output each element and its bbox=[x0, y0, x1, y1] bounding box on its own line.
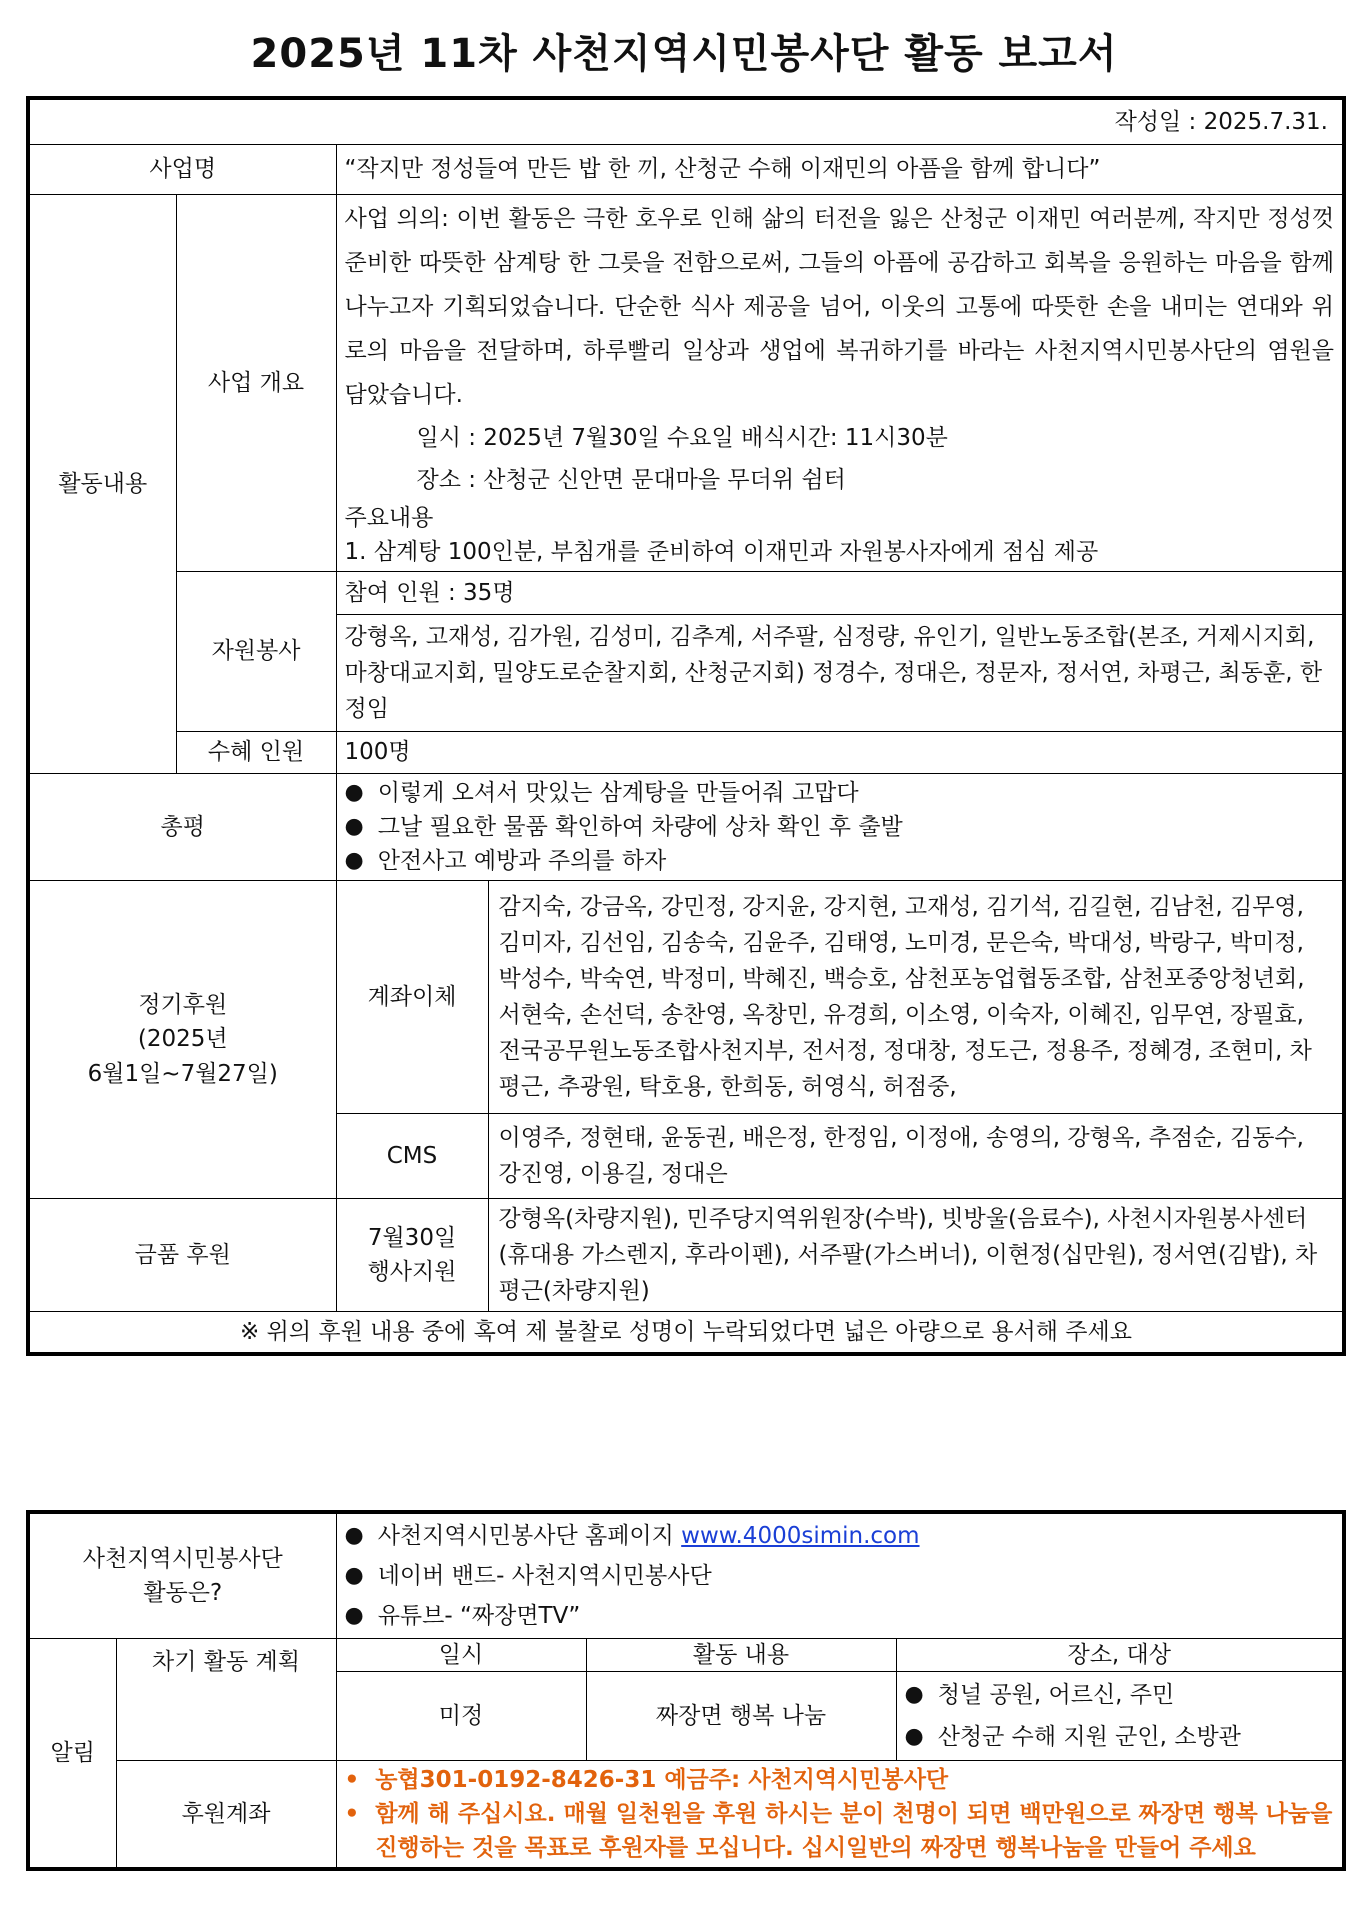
goods-support-text: 강형옥(차량지원), 민주당지역위원장(수박), 빗방울(음료수), 사천시자원봉사센터(휴대용 가스렌지, 후라이펜), 서주팔(가스버너), 이현정(십만원), 정서연(김밥), 차평근(차량지원) bbox=[488, 1199, 1344, 1312]
volunteer-label: 자원봉사 bbox=[176, 572, 336, 732]
bullet-icon: ● bbox=[344, 814, 364, 839]
event-datetime: 일시 : 2025년 7월30일 수요일 배식시간: 11시30분 bbox=[416, 425, 948, 451]
bullet-icon: ● bbox=[344, 780, 364, 805]
event-place: 장소 : 산청군 신안면 문대마을 무더위 쉼터 bbox=[416, 467, 846, 493]
next-date: 미정 bbox=[336, 1672, 586, 1761]
volunteer-names: 강형옥, 고재성, 김가원, 김성미, 김추계, 서주팔, 심정량, 유인기, 일반노동조합(본조, 거제시지회, 마창대교지회, 밀양도로순찰지회, 산청군지회) 정경수, 정대은, 정문자, 정서연, 차평근, 최동훈, 한정임 bbox=[344, 624, 1323, 722]
report-table bbox=[26, 96, 1346, 1356]
beneficiary-label: 수혜 인원 bbox=[176, 732, 336, 774]
review-item: ● 안전사고 예방과 주의를 하자 bbox=[345, 844, 1335, 878]
about-item: ● 사천지역시민봉사단 홈페이지 www.4000simin.com bbox=[345, 1516, 1335, 1556]
transfer-label: 계좌이체 bbox=[336, 881, 488, 1114]
apology-note: ※ 위의 후원 내용 중에 혹여 제 불찰로 성명이 누락되었다면 넓은 아량으로 용서해 주세요 bbox=[28, 1312, 1344, 1354]
bullet-icon: ● bbox=[344, 1563, 364, 1588]
col-date-header: 일시 bbox=[336, 1639, 586, 1672]
notice-table bbox=[26, 1510, 1346, 1871]
homepage-link[interactable]: www.4000simin.com bbox=[681, 1523, 920, 1549]
report-date: 작성일 : 2025.7.31. bbox=[28, 98, 1344, 145]
bullet-icon: ● bbox=[904, 1724, 924, 1749]
next-places bbox=[896, 1672, 1344, 1761]
bullet-icon: ● bbox=[904, 1682, 924, 1707]
account-label: 후원계좌 bbox=[116, 1761, 336, 1870]
volunteer-cell bbox=[336, 572, 1344, 732]
cms-label: CMS bbox=[336, 1114, 488, 1199]
about-item: ● 네이버 밴드- 사천지역시민봉사단 bbox=[345, 1556, 1335, 1596]
bullet-icon: • bbox=[344, 1767, 360, 1793]
place-item: ● 청널 공원, 어르신, 주민 bbox=[905, 1674, 1335, 1716]
review-list bbox=[336, 774, 1344, 881]
transfer-names: 감지숙, 강금옥, 강민정, 강지윤, 강지현, 고재성, 김기석, 김길현, 김남천, 김무영, 김미자, 김선임, 김송숙, 김윤주, 김태영, 노미경, 문은숙, 박대성, 박랑구, 박미정, 박성수, 박숙연, 박정미, 박혜진, 백승호, 삼천포농업협동조합, 삼천포중앙청년회, 서현숙, 손선덕, 송찬영, 옥창민, 유경희, 이소영, 이숙자, 이혜진, 임무연, 장필효, 전국공무원노동조합사천지부, 전서정, 정대창, 정도근, 정용주, 정혜경, 조현미, 차평근, 추광원, 탁호용, 한희동, 허영식, 허점중, bbox=[488, 881, 1344, 1114]
review-label: 총평 bbox=[28, 774, 336, 881]
notice-label: 알림 bbox=[28, 1639, 116, 1870]
volunteer-count: 참여 인원 : 35명 bbox=[337, 572, 1343, 615]
account-appeal: • 함께 해 주십시요. 매월 일천원을 후원 하시는 분이 천명이 되면 백만원으로 짜장면 행복 나눔을 진행하는 것을 목표로 후원자를 모십니다. 십시일반의 짜장면 행복나눔을 만들어 주세요 bbox=[345, 1797, 1335, 1865]
bullet-icon: ● bbox=[344, 1603, 364, 1628]
about-label: 사천지역시민봉사단 활동은? bbox=[28, 1512, 336, 1639]
main-content-item: 1. 삼계탕 100인분, 부침개를 준비하여 이재민과 자원봉사자에게 점심 제공 bbox=[344, 539, 1099, 565]
next-plan-label: 차기 활동 계획 bbox=[116, 1639, 336, 1761]
place-item: ● 산청군 수해 지원 군인, 소방관 bbox=[905, 1716, 1335, 1758]
col-activity-header: 활동 내용 bbox=[586, 1639, 896, 1672]
review-item: ● 그날 필요한 물품 확인하여 차량에 상차 확인 후 출발 bbox=[345, 810, 1335, 844]
overview-cell bbox=[336, 195, 1344, 572]
cms-names: 이영주, 정현태, 윤동권, 배은정, 한정임, 이정애, 송영의, 강형옥, 추점순, 김동수, 강진영, 이용길, 정대은 bbox=[488, 1114, 1344, 1199]
overview-text: 사업 의의: 이번 활동은 극한 호우로 인해 삶의 터전을 잃은 산청군 이재민 여러분께, 작지만 정성껏 준비한 따뜻한 삼계탕 한 그릇을 전함으로써, 그들의 아픔에 공감하고 회복을 응원하는 마음을 함께 나누고자 기획되었습니다. 단순한 식사 제공을 넘어, 이웃의 고통에 따뜻한 손을 내미는 연대와 위로의 마음을 전달하며, 하루빨리 일상과 생업에 복귀하기를 바라는 사천지역시민봉사단의 염원을 담았습니다. bbox=[344, 206, 1334, 408]
overview-label: 사업 개요 bbox=[176, 195, 336, 572]
bullet-icon: • bbox=[344, 1801, 360, 1827]
about-item: ● 유튜브- “짜장면TV” bbox=[345, 1596, 1335, 1636]
page-title: 2025년 11차 사천지역시민봉사단 활동 보고서 bbox=[250, 31, 1118, 77]
regular-support-label: 정기후원 (2025년 6월1일~7월27일) bbox=[28, 881, 336, 1199]
bullet-icon: ● bbox=[344, 848, 364, 873]
next-activity: 짜장면 행복 나눔 bbox=[586, 1672, 896, 1761]
beneficiary-count: 100명 bbox=[336, 732, 1344, 774]
main-content-label: 주요내용 bbox=[344, 505, 434, 531]
activity-label: 활동내용 bbox=[28, 195, 176, 774]
account-cell bbox=[336, 1761, 1344, 1870]
review-item: ● 이렇게 오셔서 맛있는 삼계탕을 만들어줘 고맙다 bbox=[345, 776, 1335, 810]
project-label: 사업명 bbox=[28, 145, 336, 195]
col-place-header: 장소, 대상 bbox=[896, 1639, 1344, 1672]
account-number: • 농협301-0192-8426-31 예금주: 사천지역시민봉사단 bbox=[345, 1763, 1335, 1797]
goods-support-label: 금품 후원 bbox=[28, 1199, 336, 1312]
about-list bbox=[336, 1512, 1344, 1639]
project-name: “작지만 정성들여 만든 밥 한 끼, 산청군 수해 이재민의 아픔을 함께 합니다” bbox=[336, 145, 1344, 195]
goods-support-sub: 7월30일 행사지원 bbox=[336, 1199, 488, 1312]
bullet-icon: ● bbox=[344, 1523, 364, 1548]
